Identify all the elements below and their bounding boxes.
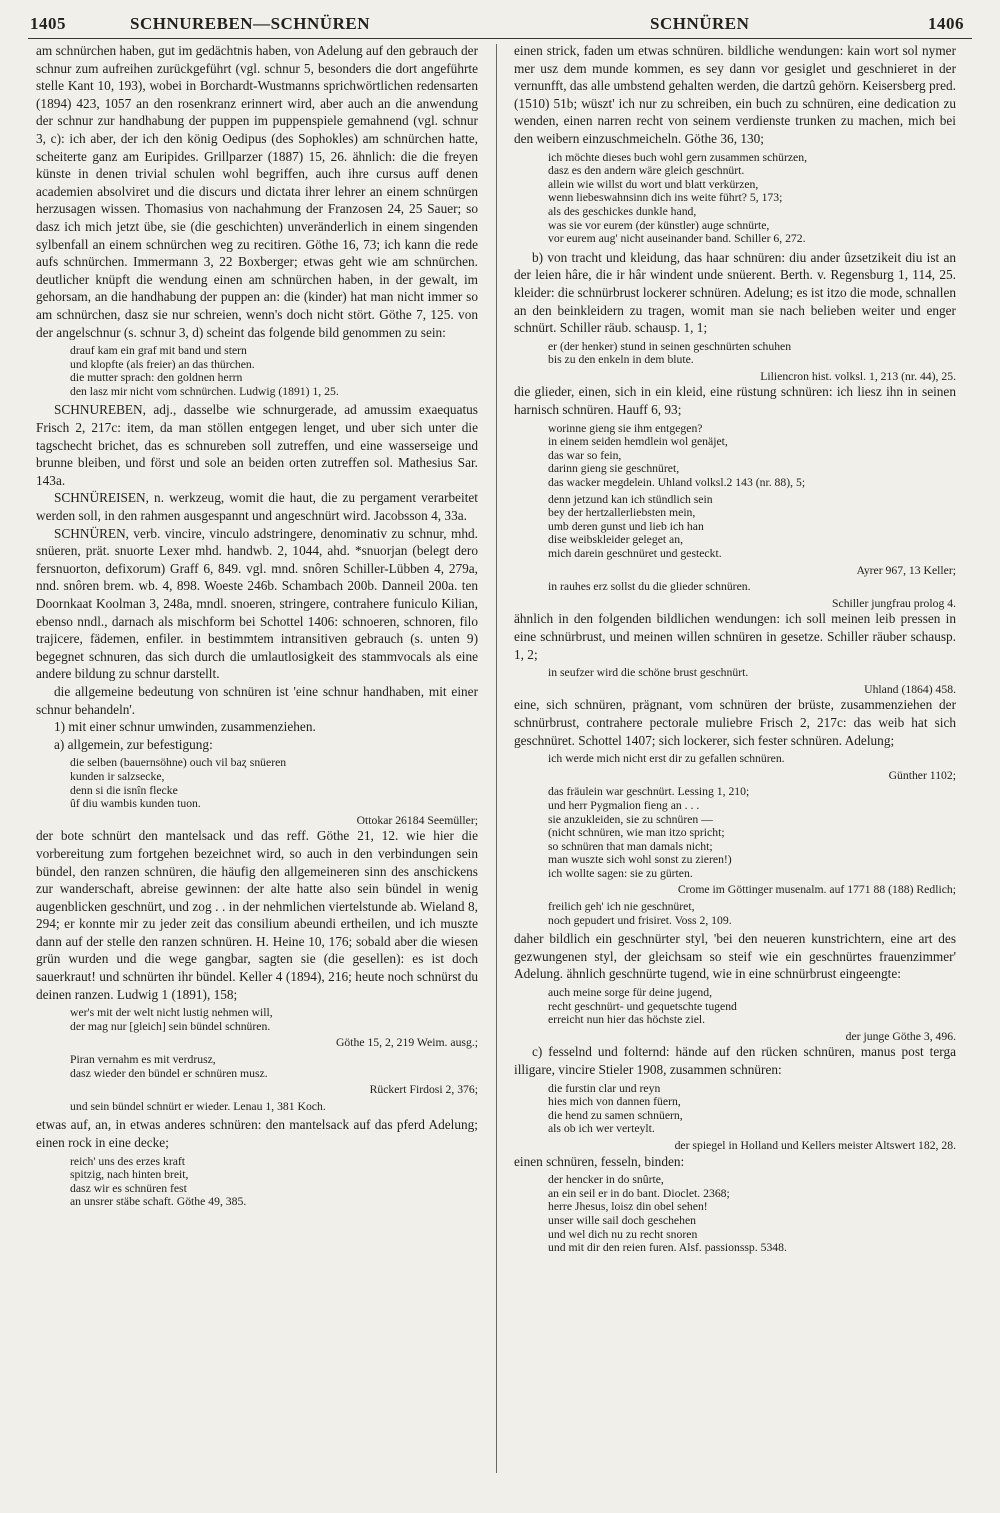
left-column bbox=[36, 42, 478, 1212]
quotation: drauf kam ein graf mit band und stern und klopfte (als freier) an das thürchen. die mutter sprach: den goldnen herrn den lasz mir nicht vom schnürchen. Ludwig (1891) 1, 25. bbox=[70, 344, 339, 398]
right-running-title: SCHNÜREN bbox=[650, 14, 750, 33]
quotation: ich möchte dieses buch wohl gern zusammen schürzen, dasz es den andern wäre gleich geschnürt. allein wie willst du wort und blatt verkürzen, wenn liebeswahnsinn dich ins weite führt? 5, 173; als des geschickes dunkle hand, was sie vor eurem (der künstler) auge schnürte, vor eurem aug' nicht auseinander band. Schiller 6, 272. bbox=[548, 150, 807, 246]
quotation: der hencker in do snûrte, an ein seil er in do bant. Dioclet. 2368; herre Jhesus, loisz din obel sehen! unser wille sail doch geschehen und wel dich nu zu recht snoren und mit dir den reien furen. Alsf. passionssp. 5348. bbox=[548, 1173, 787, 1255]
entry-schnüreisen: SCHNÜREISEN, n. werkzeug, womit die haut, die zu pergament verarbeitet werden soll, in den rahmen ausgespannt und angeschnürt wird. Jacobsson 4, 33a. bbox=[36, 490, 478, 524]
paragraph: etwas auf, an, in etwas anderes schnüren: den mantelsack auf das pferd Adelung; einen rock in eine decke; bbox=[36, 1117, 478, 1150]
paragraph: die glieder, einen, sich in ein kleid, eine rüstung schnüren: ich liesz ihn in seinen harnisch schnüren. Hauff 6, 93; bbox=[514, 384, 956, 418]
right-column bbox=[514, 42, 956, 1258]
section-heading: 1) mit einer schnur umwinden, zusammenziehen. bbox=[54, 719, 316, 735]
quotation: worinne gieng sie ihm entgegen? in einem seiden hemdlein wol genäjet, das war so fein, darinn gieng sie geschnüret, das wacker megdelein. Uhland volksl.2 143 (nr. 88), 5; bbox=[548, 421, 806, 490]
quotation: in rauhes erz sollst du die glieder schnüren. bbox=[548, 580, 751, 594]
paragraph: die allgemeine bedeutung von schnüren ist 'eine schnur handhaben, mit einer schnur behandeln'. bbox=[36, 683, 478, 717]
citation: der junge Göthe 3, 496. bbox=[845, 1029, 956, 1043]
column-divider bbox=[496, 44, 497, 1473]
subsection-heading: a) allgemein, zur befestigung: bbox=[54, 736, 213, 752]
quotation: in seufzer wird die schöne brust geschnürt. bbox=[548, 666, 749, 680]
quotation: ich werde mich nicht erst dir zu gefallen schnüren. bbox=[548, 752, 785, 766]
citation: Göthe 15, 2, 219 Weim. ausg.; bbox=[335, 1036, 478, 1050]
quotation: er (der henker) stund in seinen geschnürten schuhen bis zu den enkeln in dem blute. bbox=[548, 339, 792, 367]
paragraph: eine, sich schnüren, prägnant, vom schnüren der brüste, zusammenziehen der schnürbrust, contrahere pectorale muliebre Frisch 2, 217c: das weib hat sich geschnüret. Schottel 1407; sich lockerer, sich fester schnüren. Adelung; bbox=[514, 697, 956, 748]
paragraph: einen strick, faden um etwas schnüren. bildliche wendungen: kain wort sol nymer mer usz dem munde kommen, es sey dann vor gesiglet und geschnieret in der vernunfft, das alle umbstend gehalten werden, die dartzû gehörn. Keisersberg pred. (1510) 51b; wüszt' ich nur zu schreiben, ein buch zu schnüren, eine dedication zu wenden, einen narren recht von seinem verdienste trunken zu machen, mich bei den weibern einzuschmeicheln. Göthe 36, 130; bbox=[514, 43, 956, 146]
quotation: freilich geh' ich nie geschnüret, noch gepudert und frisiret. Voss 2, 109. bbox=[548, 900, 732, 927]
quotation: wer's mit der welt nicht lustig nehmen will, der mag nur [gleich] sein bündel schnüren. bbox=[70, 1006, 273, 1033]
entry-schnüren: SCHNÜREN, verb. vincire, vinculo adstringere, denominativ zu schnur, mhd. snüeren, prät. snuorte Lexer mhd. handwb. 2, 1044, ahd. *snuorjan (belegt dero fersnuorton, defixorum) Graff 6, 849. vgl. mnd. snôren Schiller-Lübben 4, 279a, nnd. snôren brem. wb. 4, 898. Woeste 246b. Schambach 200b. Danneil 200a. ten Doornkaat Koolman 3, 248a, mndl. snoeren, stringere, contrahere funiculo Kilian, ebenso nndl., darnach als mischform bei Schottel 1406: schnoeren, schnoren, filo trajicere, fädemen, enfiler. in bestimmtem intransitiven gebrauch (s. unten 9) begegnet schnuren, das sich durch die umlautlosigkeit des stammvocals als eine andere bildung zu schnur darstellt. bbox=[36, 525, 478, 682]
left-page-number: 1405 bbox=[30, 14, 66, 33]
left-running-title: SCHNUREBEN—SCHNÜREN bbox=[130, 14, 370, 33]
paragraph: ähnlich in den folgenden bildlichen wendungen: ich soll meinen leib pressen in eine schnürbrust, und meinen willen schnüren in gesetze. Schiller räuber schausp. 1, 2; bbox=[514, 611, 956, 662]
subsection-b: b) von tracht und kleidung, das haar schnüren: diu ander ûzsetzikeit diu ist an der leien hâre, die ir hâr windent unde snüerent. Berth. v. Regensburg 1, 114, 25. kleider: die schnürbrust lockerer schnüren. Adelung; es ist itzo die mode, schnallen an den beinkleidern zu tragen, womit man sie nach belieben weiter und enger schnürt. Schiller räub. schausp. 1, 1; bbox=[514, 249, 956, 336]
quotation: denn jetzund kan ich stündlich sein bey der hertzallerliebsten mein, umb deren gunst und lieb ich han dise weibskleider geleget an, mich darein geschnüret und gesteckt. bbox=[548, 492, 722, 560]
citation: Rückert Firdosi 2, 376; bbox=[369, 1083, 478, 1097]
citation: Ottokar 26184 Seemüller; bbox=[356, 813, 478, 827]
citation: Liliencron hist. volksl. 1, 213 (nr. 44), 25. bbox=[760, 369, 956, 383]
citation: Uhland (1864) 458. bbox=[864, 682, 956, 696]
quotation: die selben (bauernsöhne) ouch vil baȥ snüeren kunden ir salzsecke, denn si die isnîn flecke ûf diu wambis kunden tuon. bbox=[70, 756, 287, 811]
entry-schnureben: SCHNUREBEN, adj., dasselbe wie schnurgerade, ad amussim exaequatus Frisch 2, 217c: item, da man stöllen entgegen lenget, und uber sich unter die tagschecht brichet, das es schnureben soll zutreffen, und eine wasserseige und brunne bleiben, und först und sole an beiden orten zutreffen sol. Mathesius Sar. 143a. bbox=[36, 402, 478, 488]
paragraph: daher bildlich ein geschnürter styl, 'bei den neueren kunstrichtern, eine art des gezwungenen styl, der gleichsam so steif wie ein geschnürtes frauenzimmer' Adelung. ähnlich geschnürte tugend, wie in eine schnürbrust eingeengte: bbox=[514, 931, 956, 982]
quotation: Piran vernahm es mit verdrusz, dasz wieder den bündel er schnüren musz. bbox=[70, 1053, 268, 1080]
subsection-c: c) fesselnd und folternd: hände auf den rücken schnüren, manus post terga illigare, vincire Stieler 1908, zusammen schnüren: bbox=[514, 1044, 956, 1077]
quotation: und sein bündel schnürt er wieder. Lenau 1, 381 Koch. bbox=[70, 1099, 326, 1113]
quotation: das fräulein war geschnürt. Lessing 1, 210; und herr Pygmalion fieng an . . . sie anzukleiden, sie zu schnüren — (nicht schnüren, wie man itzo spricht; so schnüren that man damals nicht; man wuszte sich wohl sonst zu zieren!) ich wollte sagen: sie zu gürten. bbox=[548, 785, 750, 880]
paragraph: der bote schnürt den mantelsack und das reff. Göthe 21, 12. wie hier die vorbereitung zum fortgehen bezeichnet wird, so auch in den verbindungen sein bündel, den ranzen schnüren, die häufig den allgemeineren sinn des anschickens zur wanderschaft, abreise gewinnen: der alte hatte also sein bündel in wenig augenblicken geschnürt, und zog . . in der nehmlichen viertelstunde ab. Wieland 8, 294; er konnte mir zu jeder zeit das consilium abeundi ertheilen, und ich muszte dann auf der stelle den ranzen schnüren. H. Heine 10, 176; sobald aber die wiesen grün wurden und die wege gangbar, sagten sie (die gesellen): es ist doch sauerkraut! und schnürten ihr bündel. Keller 4 (1894), 216; heute noch schnürst du deinen ranzen. Ludwig 1 (1891), 158; bbox=[36, 828, 478, 1002]
quotation: reich' uns des erzes kraft spitzig, nach hinten breit, dasz wir es schnüren fest an unsrer stäbe schaft. Göthe 49, 385. bbox=[70, 1154, 247, 1209]
citation: Günther 1102; bbox=[888, 768, 956, 782]
citation: der spiegel in Holland und Kellers meister Altswert 182, 28. bbox=[674, 1138, 956, 1152]
paragraph: einen schnüren, fesseln, binden: bbox=[514, 1153, 685, 1169]
citation: Ayrer 967, 13 Keller; bbox=[856, 563, 956, 577]
citation: Schiller jungfrau prolog 4. bbox=[832, 596, 956, 610]
right-page-number: 1406 bbox=[928, 14, 964, 33]
citation: Crome im Göttinger musenalm. auf 1771 88 (188) Redlich; bbox=[677, 883, 956, 897]
paragraph: am schnürchen haben, gut im gedächtnis haben, von Adelung auf den gebrauch der schnur zum aufreihen zurückgeführt (vgl. schnur 5, besonders die dort angeführte stelle Kant 10, 193), wobei in Borchardt-Wustmanns sprichwörtlichen redensarten (1894) 423, 1057 an den rosenkranz erinnert wird, aber auch an die anwendung der schnur zur handhabung der puppen im puppenspiele gemahnend (vgl. schnur 3, c): ich aber, der ich den könig Oedipus (des Sophokles) am schnürchen hatte, scheiterte ganz am Euripides. Grillparzer (1887) 15, 26. ähnlich: die die freyen künste in denen trivial schulen wohl begriffen, auch ihre cursus auff denen academien absolviret und die discurs und dictata ihrer lehrer an einem schnürgen herzusagen wissen. Thomasius von nachahmung der Franzosen 24, 25 Sauer; so dasz ich mich jetzt übe, sie (die geschichten) unveränderlich in einem singenden sylbenfall an einem schnürchen weg zu recitiren. Göthe 16, 73; ich kann die rede aufs schnürchen. Immermann 3, 22 Boxberger; etwas geht wie am schnürchen. deutlicher knüpft die wendung einen am schnürchen haben, in der gewalt, im gehorsam, an die handhabung der puppen an: die (kinder) hat man nicht immer so am schnürchen, dasz sie nur schreien, wenn's doch nicht stört. Göthe 7, 125. von der angelschnur (s. schnur 3, d) scheint das folgende bild genommen zu sein: bbox=[36, 43, 478, 340]
quotation: auch meine sorge für deine jugend, recht geschnürt- und gequetschte tugend erreicht nun hier das höchste ziel. bbox=[548, 986, 737, 1027]
quotation: die furstin clar und reyn hies mich von dannen füern, die hend zu samen schnüern, als ob ich wer verteylt. bbox=[548, 1081, 683, 1136]
header-rule bbox=[28, 38, 972, 39]
